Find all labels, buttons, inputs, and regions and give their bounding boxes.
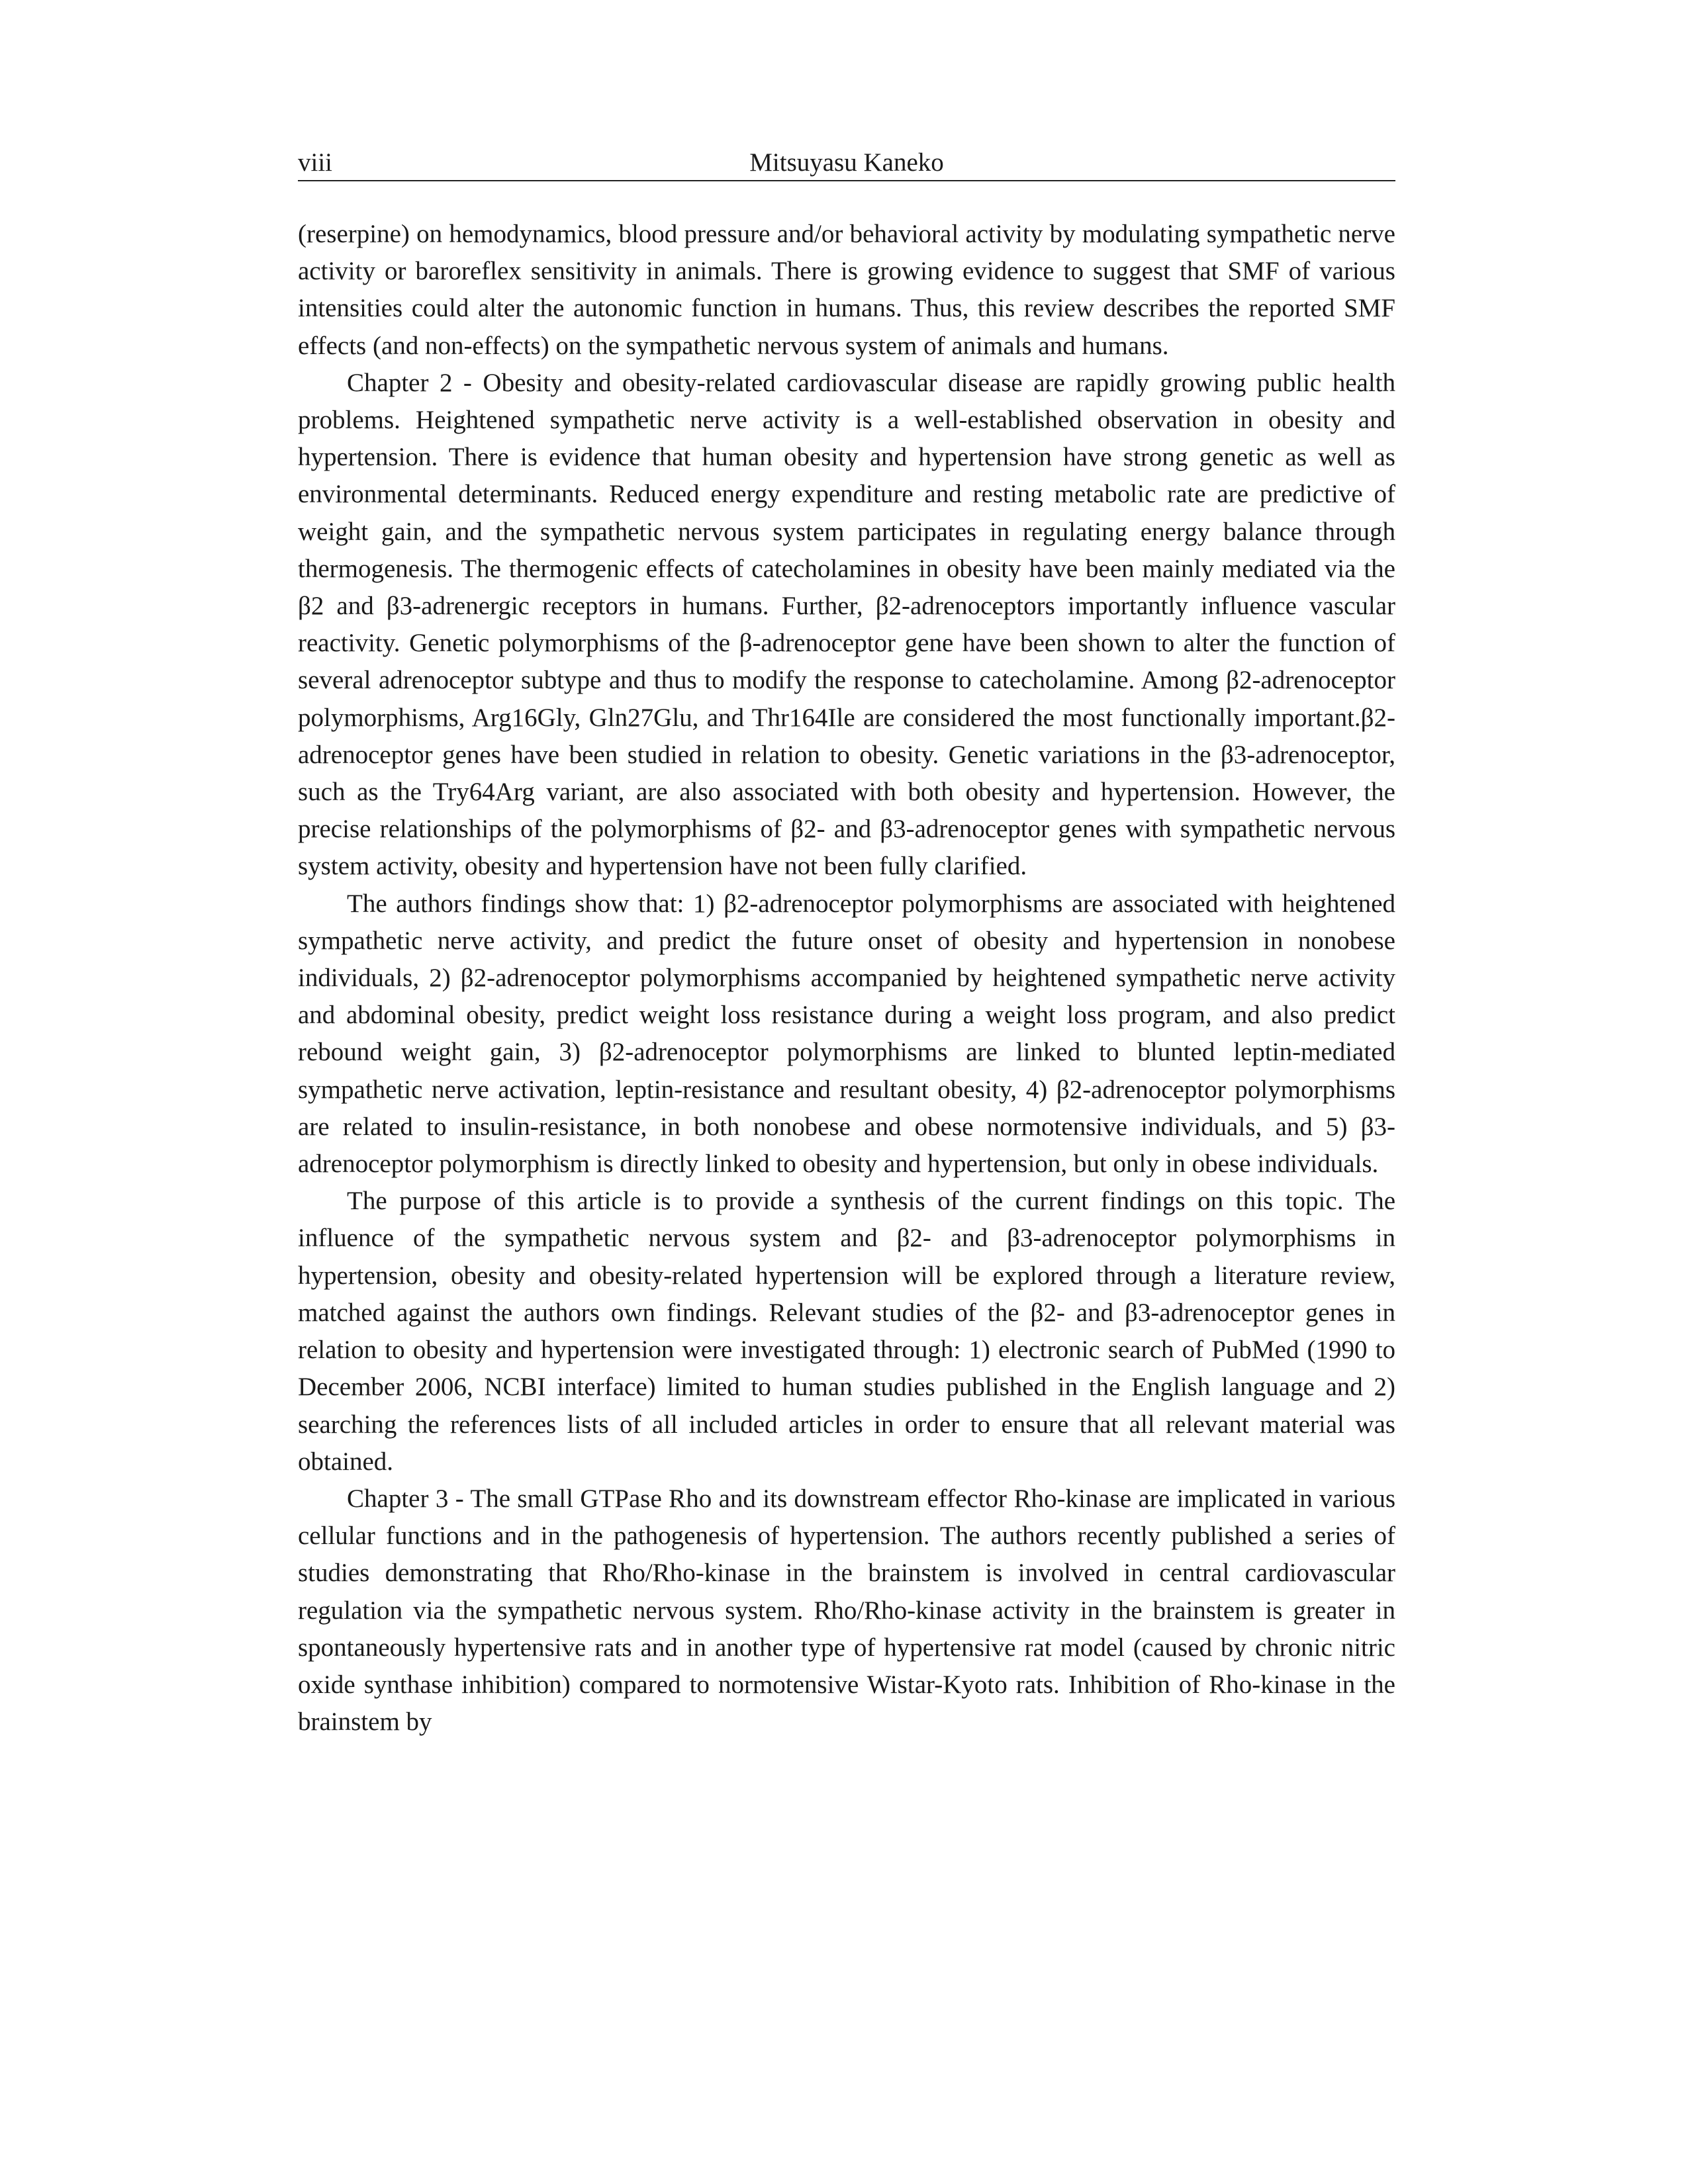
paragraph-chapter-3: Chapter 3 - The small GTPase Rho and its downstream effector Rho-kinase are implicated in various cellular functions and in the pathogenesis of hypertension. The authors recently published a series of studies demonstrating that Rho/Rho-kinase in the brainstem is involved in central cardiovascular regulation via the sympathetic nervous system. Rho/Rho-kinase activity in the brainstem is greater in spontaneously hypertensive rats and in another type of hypertensive rat model (caused by chronic nitric oxide synthase inhibition) compared to normotensive Wistar-Kyoto rats. Inhibition of Rho-kinase in the brainstem by	[298, 1484, 1395, 1737]
paragraph-continued: (reserpine) on hemodynamics, blood pressure and/or behavioral activity by modulating sympathetic nerve activity or baroreflex sensitivity in animals. There is growing evidence to suggest that SMF of various intensities could alter the autonomic function in humans. Thus, this review describes the reported SMF effects (and non-effects) on the sympathetic nervous system of animals and humans.	[298, 220, 1395, 360]
body-text	[298, 216, 1395, 1741]
paragraph-purpose: The purpose of this article is to provide a synthesis of the current findings on this topic. The influence of the sympathetic nervous system and β2- and β3-adrenoceptor polymorphisms in hypertension, obesity and obesity-related hypertension will be explored through a literature review, matched against the authors own findings. Relevant studies of the β2- and β3-adrenoceptor genes in relation to obesity and hypertension were investigated through: 1) electronic search of PubMed (1990 to December 2006, NCBI interface) limited to human studies published in the English language and 2) searching the references lists of all included articles in order to ensure that all relevant material was obtained.	[298, 1187, 1395, 1476]
document-page	[298, 146, 1395, 1741]
header-author: Mitsuyasu Kaneko	[749, 148, 944, 177]
running-header	[298, 146, 1395, 181]
paragraph-findings: The authors findings show that: 1) β2-adrenoceptor polymorphisms are associated with heightened sympathetic nerve activity, and predict the future onset of obesity and hypertension in nonobese individuals, 2) β2-adrenoceptor polymorphisms accompanied by heightened sympathetic nerve activity and abdominal obesity, predict weight loss resistance during a weight loss program, and also predict rebound weight gain, 3) β2-adrenoceptor polymorphisms are linked to blunted leptin-mediated sympathetic nerve activation, leptin-resistance and resultant obesity, 4) β2-adrenoceptor polymorphisms are related to insulin-resistance, in both nonobese and obese normotensive individuals, and 5) β3-adrenoceptor polymorphism is directly linked to obesity and hypertension, but only in obese individuals.	[298, 889, 1395, 1179]
page-number: viii	[298, 148, 333, 177]
paragraph-chapter-2: Chapter 2 - Obesity and obesity-related cardiovascular disease are rapidly growing public health problems. Heightened sympathetic nerve activity is a well-established observation in obesity and hypertension. There is evidence that human obesity and hypertension have strong genetic as well as environmental determinants. Reduced energy expenditure and resting metabolic rate are predictive of weight gain, and the sympathetic nervous system participates in regulating energy balance through thermogenesis. The thermogenic effects of catecholamines in obesity have been mainly mediated via the β2 and β3-adrenergic receptors in humans. Further, β2-adrenoceptors importantly influence vascular reactivity. Genetic polymorphisms of the β-adrenoceptor gene have been shown to alter the function of several adrenoceptor subtype and thus to modify the response to catecholamine. Among β2-adrenoceptor polymorphisms, Arg16Gly, Gln27Glu, and Thr164Ile are considered the most functionally important.β2-adrenoceptor genes have been studied in relation to obesity. Genetic variations in the β3-adrenoceptor, such as the Try64Arg variant, are also associated with both obesity and hypertension. However, the precise relationships of the polymorphisms of β2- and β3-adrenoceptor genes with sympathetic nervous system activity, obesity and hypertension have not been fully clarified.	[298, 368, 1395, 881]
